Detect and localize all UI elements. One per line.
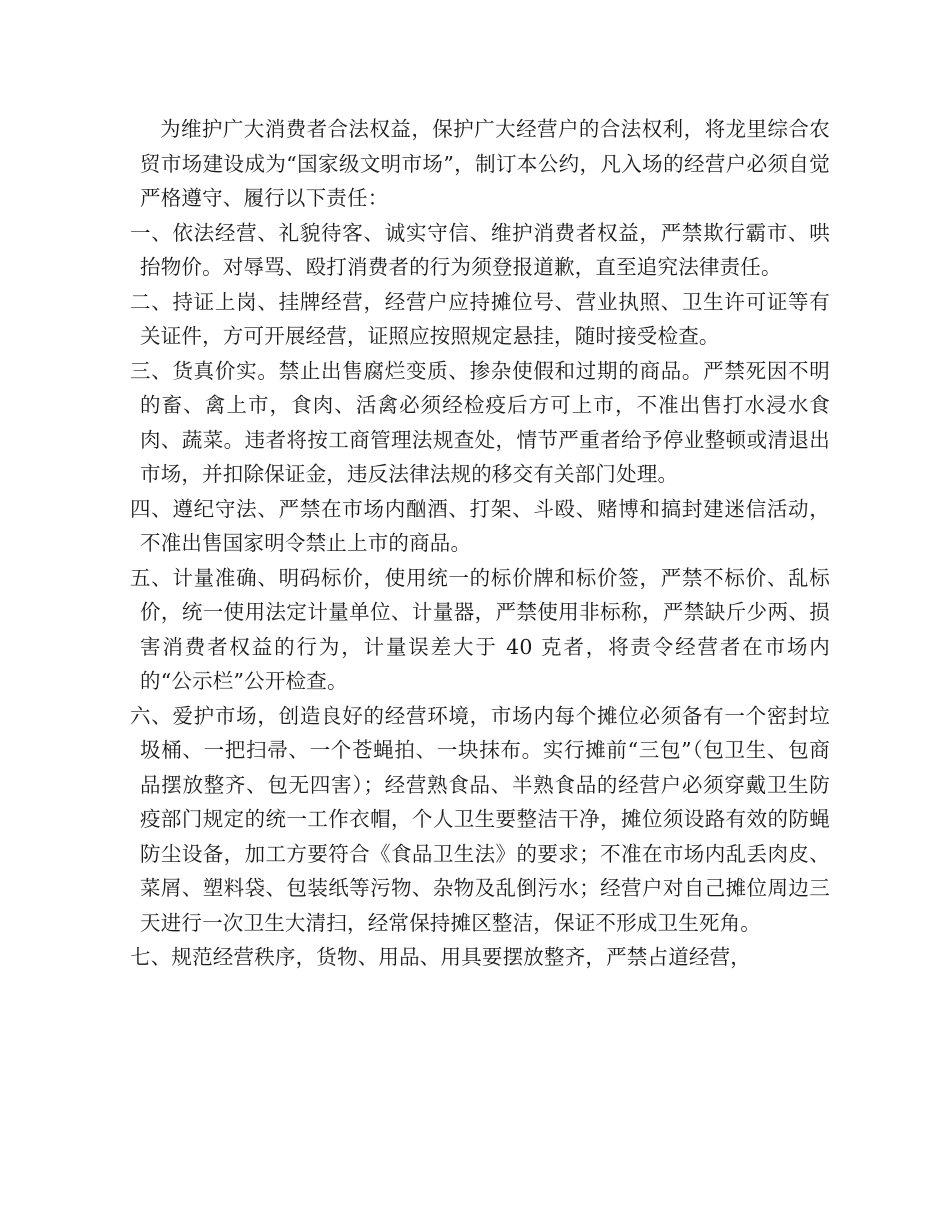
rule-item-6: 六、爱护市场，创造良好的经营环境，市场内每个摊位必须备有一个密封垃圾桶、一把扫帚、一个苍蝇拍、一块抹布。实行摊前“三包”（包卫生、包商品摆放整齐、包无四害）；经营熟食品、半熟食品的经营户必须穿戴卫生防疫部门规定的统一工作衣帽，个人卫生要整洁干净，摊位须设路有效的防蝇防尘设备，加工方要符合《食品卫生法》的要求；不准在市场内乱丢肉皮、菜屑、塑料袋、包装纸等污物、杂物及乱倒污水；经营户对自己摊位周边三天进行一次卫生大清扫，经常保持摊区整洁，保证不形成卫生死角。 <box>130 703 830 935</box>
document-body <box>130 112 830 975</box>
rule-item-5: 五、计量准确、明码标价，使用统一的标价牌和标价签，严禁不标价、乱标价，统一使用法定计量单位、计量器，严禁使用非标称，严禁缺斤少两、损害消费者权益的行为，计量误差大于 40 克者，将责令经营者在市场内的“公示栏”公开检查。 <box>130 565 830 693</box>
rule-item-4: 四、遵纪守法、严禁在市场内酗酒、打架、斗殴、赌博和搞封建迷信活动，不准出售国家明令禁止上市的商品。 <box>130 496 830 555</box>
intro-paragraph: 为维护广大消费者合法权益，保护广大经营户的合法权利，将龙里综合农贸市场建设成为“国家级文明市场”，制订本公约，凡入场的经营户必须自觉严格遵守、履行以下责任： <box>140 117 830 210</box>
rule-item-1: 一、依法经营、礼貌待客、诚实守信、维护消费者权益，严禁欺行霸市、哄抬物价。对辱骂、殴打消费者的行为须登报道歉，直至追究法律责任。 <box>130 220 830 279</box>
rule-item-7: 七、规范经营秩序，货物、用品、用具要摆放整齐，严禁占道经营， <box>130 945 751 969</box>
rule-item-2: 二、持证上岗、挂牌经营，经营户应持摊位号、营业执照、卫生许可证等有关证件，方可开展经营，证照应按照规定悬挂，随时接受检查。 <box>130 289 830 348</box>
rule-item-3: 三、货真价实。禁止出售腐烂变质、掺杂使假和过期的商品。严禁死因不明的畜、禽上市，食肉、活禽必须经检疫后方可上市，不准出售打水浸水食肉、蔬菜。违者将按工商管理法规查处，情节严重者给予停业整顿或清退出市场，并扣除保证金，违反法律法规的移交有关部门处理。 <box>130 358 830 486</box>
